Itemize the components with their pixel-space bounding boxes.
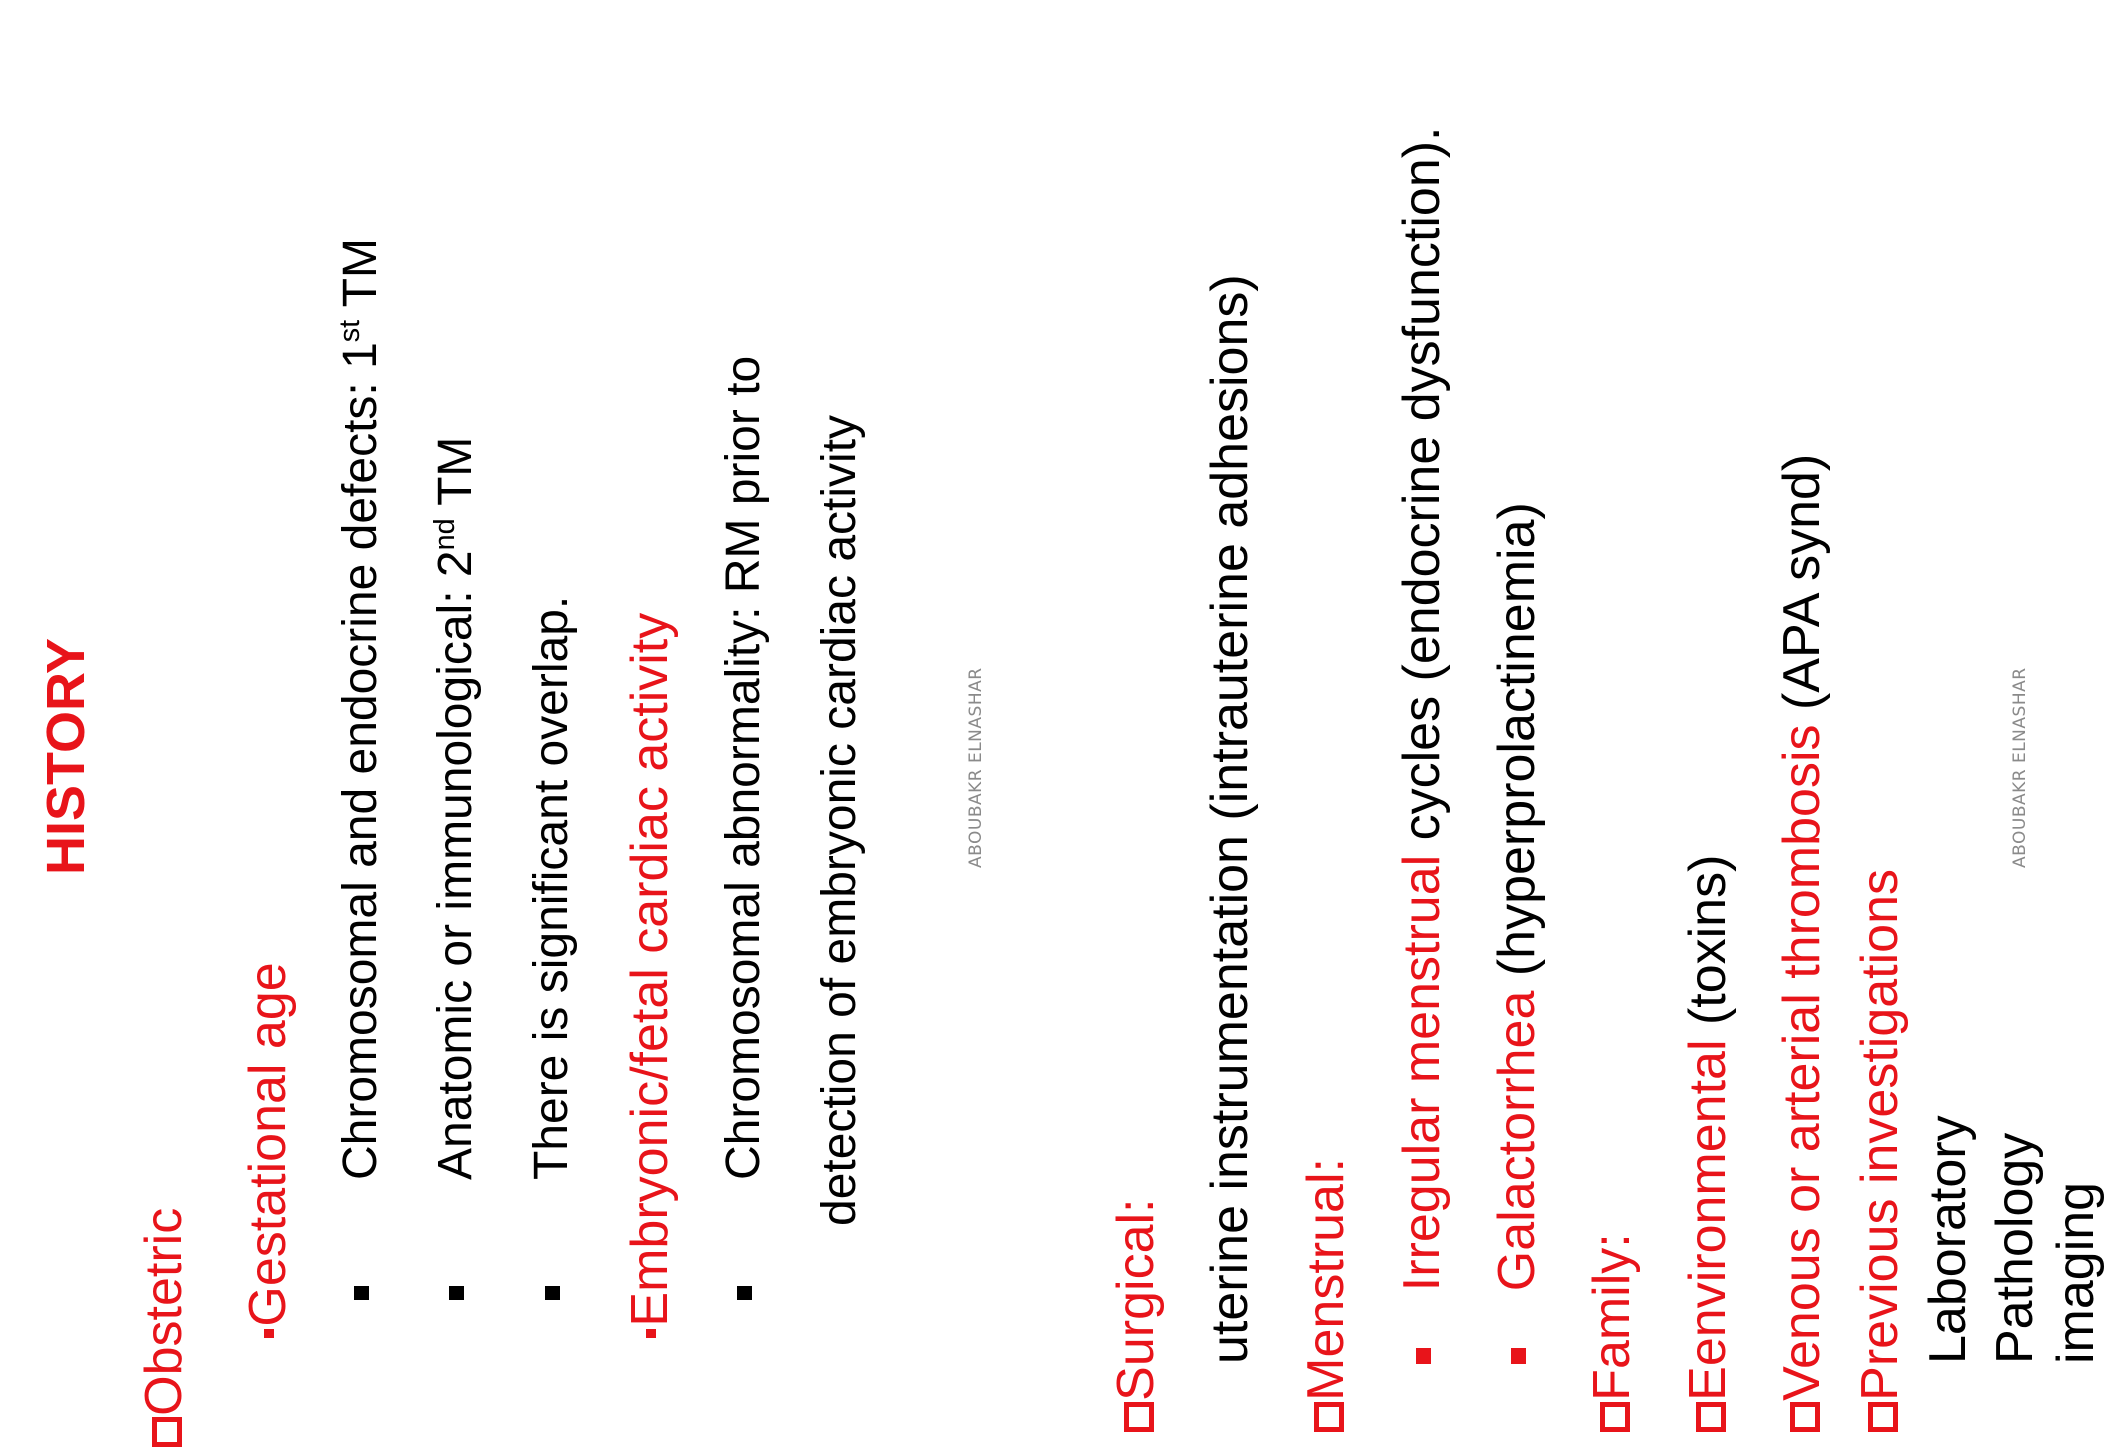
surgical-detail: uterine instrumentation (intrauterine adhesions) bbox=[1201, 274, 1259, 1364]
square-bullet-icon bbox=[1511, 1348, 1527, 1364]
environmental-item: Eenvironmental (toxins) bbox=[1678, 855, 1738, 1432]
square-bullet-icon bbox=[646, 1329, 655, 1338]
square-bullet-icon bbox=[449, 1286, 463, 1300]
square-bullet-icon bbox=[1416, 1348, 1432, 1364]
imaging-item: imaging bbox=[2047, 1181, 2105, 1364]
irregular-menstrual-item: Irregular menstrual cycles (endocrine dysfunction). bbox=[1392, 126, 1452, 1364]
surgical-heading: Surgical: bbox=[1106, 1199, 1166, 1433]
square-bullet-icon bbox=[264, 1329, 273, 1338]
checkbox-bullet-icon bbox=[1868, 1402, 1898, 1432]
bullet-overlap: There is significant overlap. bbox=[524, 596, 579, 1300]
checkbox-bullet-icon bbox=[152, 1417, 182, 1447]
checkbox-bullet-icon bbox=[1600, 1402, 1630, 1432]
watermark: ABOUBAKR ELNASHAR bbox=[966, 667, 986, 868]
menstrual-heading: Menstrual: bbox=[1296, 1158, 1356, 1432]
galactorrhea-item: Galactorrhea (hyperprolactinemia) bbox=[1487, 502, 1547, 1364]
square-bullet-icon bbox=[545, 1286, 559, 1300]
bullet-anatomic-immunological: Anatomic or immunological: 2nd TM bbox=[428, 437, 483, 1300]
obstetric-heading: Obstetric bbox=[134, 1208, 194, 1447]
slide1-title: HISTORY bbox=[36, 637, 96, 875]
checkbox-bullet-icon bbox=[1124, 1402, 1154, 1432]
venous-thrombosis-item: Venous or arterial thrombosis (APA synd) bbox=[1772, 454, 1832, 1432]
checkbox-bullet-icon bbox=[1790, 1402, 1820, 1432]
embryonic-heading: Embryonic/fetal cardiac activity bbox=[620, 613, 680, 1338]
watermark: ABOUBAKR ELNASHAR bbox=[2010, 667, 2030, 868]
checkbox-bullet-icon bbox=[1696, 1402, 1726, 1432]
checkbox-bullet-icon bbox=[1314, 1402, 1344, 1432]
pathology-item: Pathology bbox=[1986, 1132, 2044, 1364]
family-heading: Family: bbox=[1582, 1233, 1642, 1432]
bullet-chromosomal-abnormality-cont: detection of embryonic cardiac activity bbox=[813, 414, 866, 1226]
laboratory-item: Laboratory bbox=[1919, 1115, 1977, 1364]
bullet-chromosomal-abnormality: Chromosomal abnormality: RM prior to bbox=[716, 356, 771, 1300]
square-bullet-icon bbox=[354, 1286, 368, 1300]
bullet-chromosomal-endocrine: Chromosomal and endocrine defects: 1st TM bbox=[333, 238, 388, 1300]
gestational-age-heading: Gestational age bbox=[238, 962, 298, 1338]
previous-investigations-heading: Previous investigations bbox=[1850, 869, 1910, 1432]
square-bullet-icon bbox=[737, 1286, 751, 1300]
